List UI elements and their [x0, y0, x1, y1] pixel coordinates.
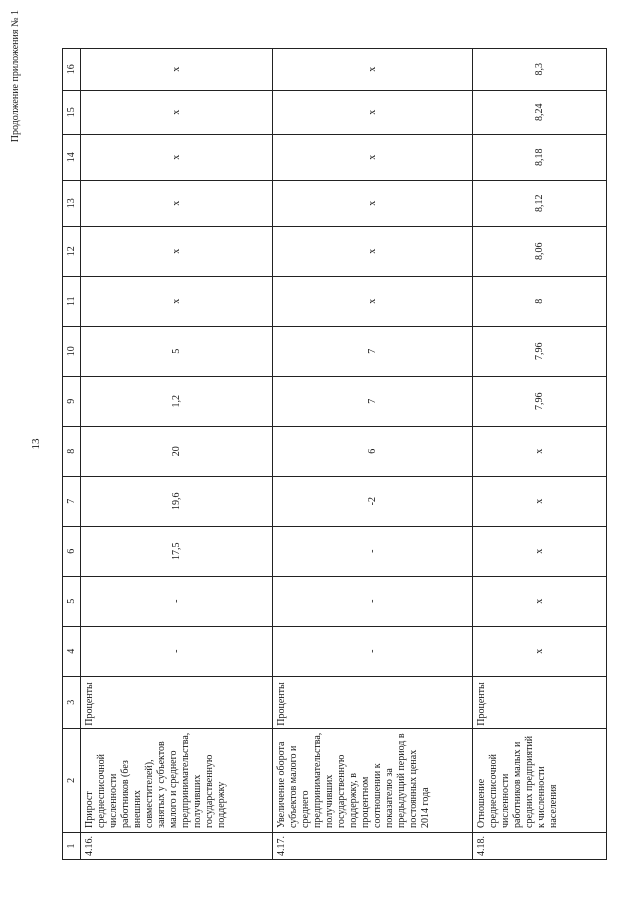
- header-cell: 1: [63, 833, 81, 860]
- row-number: 4.18.: [473, 833, 607, 860]
- table-row: [473, 48, 607, 859]
- row-number: 4.16.: [81, 833, 273, 860]
- indicator-name: Увеличение оборота субъектов малого и среднего предпринимательства, получивших государственную поддержку, в процентном соотношении к показателю за предыдущий период в постоянных ценах 2014 года: [273, 728, 473, 832]
- value-cell: x: [273, 180, 473, 226]
- value-cell: x: [81, 134, 273, 180]
- header-cell: 11: [63, 276, 81, 326]
- value-cell: x: [273, 48, 473, 90]
- value-cell: -: [81, 576, 273, 626]
- table-row: [273, 48, 473, 859]
- value-cell: x: [81, 90, 273, 134]
- value-cell: x: [473, 576, 607, 626]
- value-cell: 8,24: [473, 90, 607, 134]
- unit-cell: Проценты: [473, 676, 607, 728]
- value-cell: x: [473, 526, 607, 576]
- value-cell: 19,6: [81, 476, 273, 526]
- indicators-table: [62, 48, 607, 860]
- value-cell: x: [473, 476, 607, 526]
- value-cell: x: [81, 276, 273, 326]
- value-cell: 8: [473, 276, 607, 326]
- value-cell: x: [273, 134, 473, 180]
- header-cell: 16: [63, 48, 81, 90]
- value-cell: 8,18: [473, 134, 607, 180]
- value-cell: -: [273, 576, 473, 626]
- page-number: 13: [30, 438, 42, 450]
- header-cell: 2: [63, 728, 81, 832]
- header-cell: 13: [63, 180, 81, 226]
- value-cell: 8,12: [473, 180, 607, 226]
- indicator-name: Отношение среднесписочной численности работников малых и средних предприятий к численности населения: [473, 728, 607, 832]
- header-cell: 4: [63, 626, 81, 676]
- value-cell: x: [273, 276, 473, 326]
- value-cell: -2: [273, 476, 473, 526]
- indicator-name: Прирост среднесписочной численности работников (без внешних совместителей), занятых у субъектов малого и среднего предпринимательства, получивших государственную поддержку: [81, 728, 273, 832]
- header-cell: 12: [63, 226, 81, 276]
- header-cell: 15: [63, 90, 81, 134]
- header-cell: 14: [63, 134, 81, 180]
- header-cell: 8: [63, 426, 81, 476]
- row-number: 4.17.: [273, 833, 473, 860]
- value-cell: 7: [273, 376, 473, 426]
- value-cell: 17,5: [81, 526, 273, 576]
- value-cell: 7,96: [473, 376, 607, 426]
- header-cell: 10: [63, 326, 81, 376]
- header-row: [63, 48, 81, 859]
- value-cell: x: [81, 180, 273, 226]
- value-cell: -: [81, 626, 273, 676]
- value-cell: x: [473, 426, 607, 476]
- value-cell: 7,96: [473, 326, 607, 376]
- value-cell: -: [273, 526, 473, 576]
- value-cell: x: [81, 48, 273, 90]
- value-cell: 6: [273, 426, 473, 476]
- unit-cell: Проценты: [273, 676, 473, 728]
- value-cell: 20: [81, 426, 273, 476]
- header-cell: 9: [63, 376, 81, 426]
- value-cell: x: [473, 626, 607, 676]
- appendix-label: Продолжение приложения № 1: [10, 10, 21, 143]
- value-cell: 8,3: [473, 48, 607, 90]
- value-cell: x: [273, 90, 473, 134]
- value-cell: 7: [273, 326, 473, 376]
- value-cell: 8,06: [473, 226, 607, 276]
- header-cell: 5: [63, 576, 81, 626]
- header-cell: 6: [63, 526, 81, 576]
- value-cell: 5: [81, 326, 273, 376]
- value-cell: -: [273, 626, 473, 676]
- value-cell: x: [273, 226, 473, 276]
- header-cell: 3: [63, 676, 81, 728]
- value-cell: 1,2: [81, 376, 273, 426]
- unit-cell: Проценты: [81, 676, 273, 728]
- table-row: [81, 48, 273, 859]
- header-cell: 7: [63, 476, 81, 526]
- value-cell: x: [81, 226, 273, 276]
